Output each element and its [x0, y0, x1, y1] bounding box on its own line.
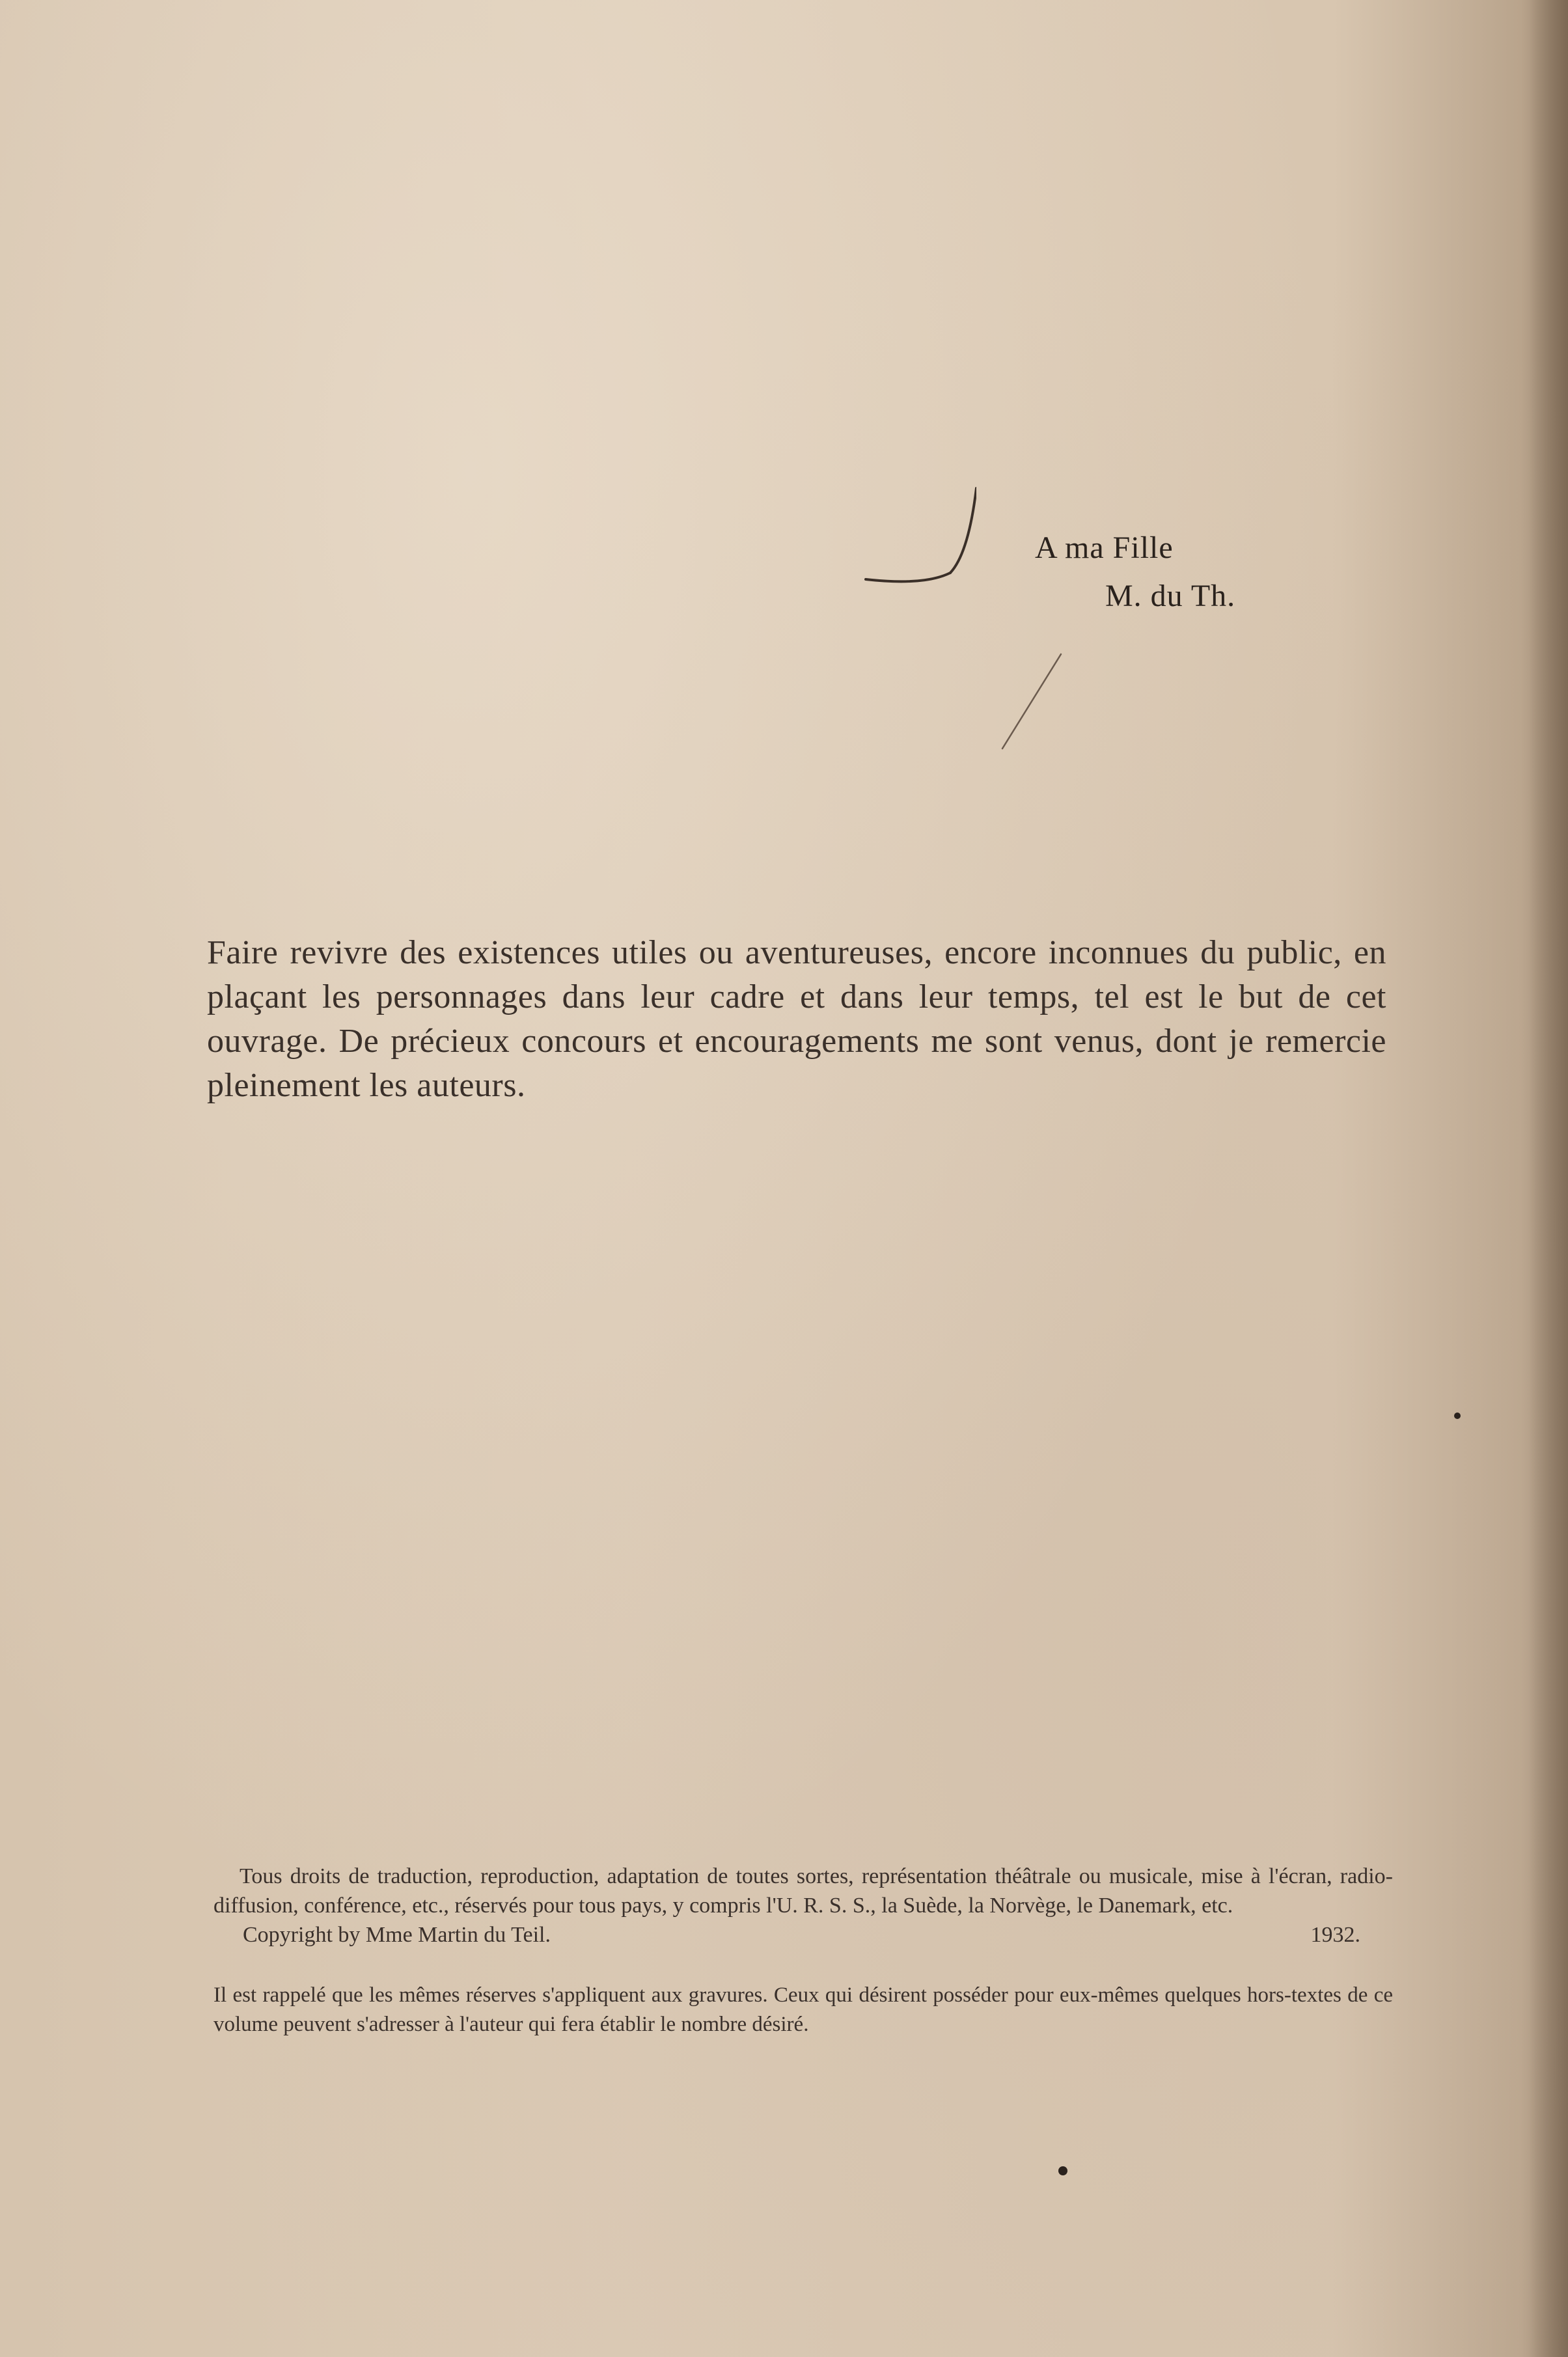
copyright-year: 1932.	[1310, 1923, 1360, 1947]
preface-paragraph: Faire revivre des existences utiles ou aventureuses, encore inconnues du public, en plaçant les personnages dans leur cadre et dans leur temps, tel est le but de cet ouvrage. De précieux concours et encouragements me sont venus, dont je remercie pleinement les auteurs.	[207, 934, 1386, 1104]
pencil-stroke	[989, 651, 1067, 755]
engravings-reminder: Il est rappelé que les mêmes réserves s'appliquent aux gravures. Ceux qui désirent posséder pour eux-mêmes quelques hors-textes de ce volume peuvent s'adresser à l'auteur qui fera établir le nombre désiré.	[213, 1983, 1393, 2036]
dedication	[1028, 524, 1235, 620]
dedication-line-1: A ma Fille	[1035, 531, 1174, 565]
page-edge-shadow	[1529, 0, 1568, 2357]
rights-notice	[213, 1862, 1393, 2039]
dedication-line-2: M. du Th.	[1105, 579, 1236, 613]
copyright-line	[213, 1920, 1393, 1950]
copyright-holder: Copyright by Mme Martin du Teil.	[243, 1923, 551, 1947]
ink-spot	[1058, 2166, 1067, 2175]
rights-text: Tous droits de traduction, reproduction, adaptation de toutes sortes, représentation théâtrale ou musicale, mise à l'écran, radio-diffusion, conférence, etc., réservés pour tous pays, y compris l'U. R. S. S., la Suède, la Norvège, le Danemark, etc.	[213, 1864, 1393, 1918]
pencil-mark	[846, 475, 976, 749]
ink-spot	[1454, 1413, 1461, 1419]
